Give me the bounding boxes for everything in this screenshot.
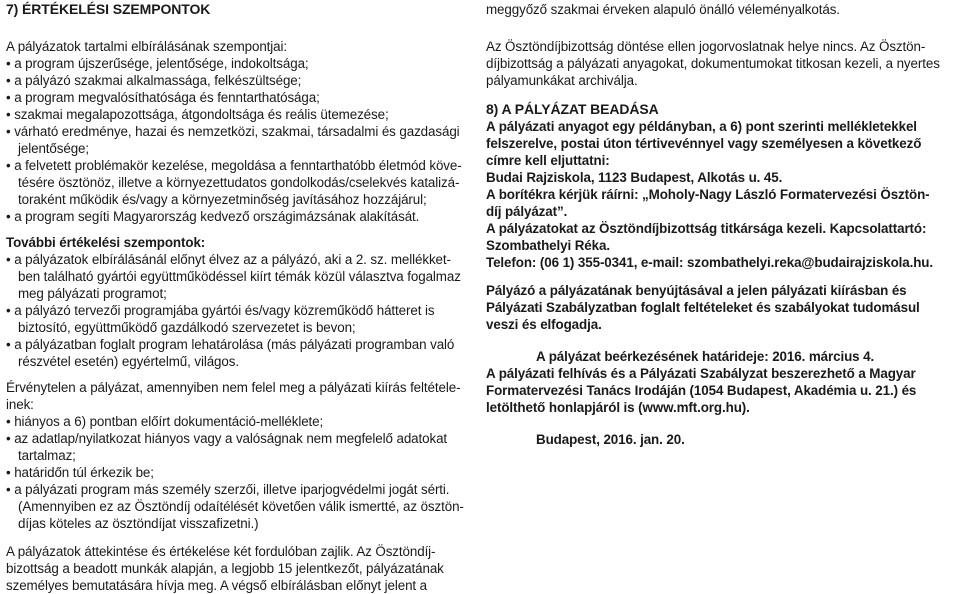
paragraph-line: személyes bemutatására hívja meg. A végső elbírálásban előnyt jelent a	[6, 578, 428, 593]
criteria-intro: A pályázatok tartalmi elbírálásának szempontjai:	[6, 39, 288, 54]
paragraph-line: címre kell eljuttatni:	[486, 153, 610, 168]
list-item: részvétel esetén) egyértelmű, világos.	[18, 354, 239, 369]
list-item: meg pályázati programot;	[18, 286, 167, 301]
document-date: Budapest, 2016. jan. 20.	[536, 432, 685, 447]
paragraph-line: bizottság a beadott munkák alapján, a legjobb 15 jelentkezőt, pályázatának	[6, 561, 444, 576]
list-item: • a pályázó szakmai alkalmassága, felkészültsége;	[6, 73, 302, 88]
paragraph-line: A pályázatokat az Ösztöndíjbizottság titkársága kezeli. Kapcsolattartó:	[486, 221, 927, 236]
list-item: • a program segíti Magyarország kedvező országimázsának alakítását.	[6, 209, 420, 224]
list-item: díjas köteles az ösztöndíjat visszafizetni.)	[18, 516, 259, 531]
paragraph-line: A pályázatok áttekintése és értékelése két fordulóban zajlik. Az Ösztöndíj-	[6, 544, 436, 559]
paragraph-line: felszerelve, postai úton tértivevénnyel vagy személyesen a következő	[486, 136, 922, 151]
list-item: • a felvetett problémakör kezelése, megoldása a fenntarthatóbb életmód köve-	[6, 158, 462, 173]
list-item: • a pályázó tervezői programjába gyártói és/vagy közreműködő hátteret is	[6, 303, 435, 318]
further-criteria-title: További értékelési szempontok:	[6, 235, 206, 250]
paragraph-line: Pályázó a pályázatának benyújtásával a jelen pályázati kiírásban és	[486, 283, 907, 298]
paragraph-line: A pályázati felhívás és a Pályázati Szabályzat beszerezhető a Magyar	[486, 366, 916, 381]
paragraph-line: pályamunkákat archiválja.	[486, 73, 638, 88]
paragraph-line: díjbizottság a pályázati anyagokat, dokumentumokat titkosan kezeli, a nyertes	[486, 56, 940, 71]
list-item: tésére ösztönöz, illetve a környezettudatos gondolkodás/cselekvés katalizá-	[18, 175, 460, 190]
list-item: • szakmai megalapozottsága, átgondoltsága és reális ütemezése;	[6, 107, 389, 122]
list-item: • az adatlap/nyilatkozat hiányos vagy a valóságnak nem megfelelő adatokat	[6, 431, 448, 446]
paragraph-line: Az Ösztöndíjbizottság döntése ellen jogorvoslatnak helye nincs. Az Ösztön-	[486, 39, 926, 54]
list-item: • a pályázatok elbírálásánál előnyt élvez az a pályázó, aki a 2. sz. mellékket-	[6, 252, 451, 267]
deadline-line: A pályázat beérkezésének határideje: 2016. március 4.	[536, 349, 875, 364]
paragraph-line: veszi és elfogadja.	[486, 317, 602, 332]
list-item: toraként működik és/vagy a környezetminőség javításához hozzájárul;	[18, 192, 427, 207]
section-8-heading: 8) A PÁLYÁZAT BEADÁSA	[486, 101, 659, 117]
paragraph-line: A pályázati anyagot egy példányban, a 6) pont szerinti mellékletekkel	[486, 119, 917, 134]
paragraph-line: meggyőző szakmai érveken alapuló önálló véleményalkotás.	[486, 2, 840, 17]
paragraph-line: díj pályázat”.	[486, 204, 568, 219]
contact-phone-email: Telefon: (06 1) 355-0341, e-mail: szombathelyi.reka@budairajziskola.hu.	[486, 255, 934, 270]
paragraph-line: A borítékra kérjük ráírni: „Moholy-Nagy László Formatervezési Ösztön-	[486, 187, 930, 202]
list-item: • a program újszerűsége, jelentősége, indokoltsága;	[6, 56, 309, 71]
list-item: jelentősége;	[18, 141, 90, 156]
paragraph-line: Érvénytelen a pályázat, amennyiben nem felel meg a pályázati kiírás feltétele-	[6, 380, 461, 395]
list-item: (Amennyiben ez az Ösztöndíj odaítélését követően válik ismertté, az ösztön-	[18, 499, 464, 514]
list-item: • határidőn túl érkezik be;	[6, 465, 154, 480]
list-item: • a program megvalósíthatósága és fenntarthatósága;	[6, 90, 320, 105]
list-item: • a pályázati program más személy szerzői, illetve iparjogvédelmi jogát sérti.	[6, 482, 450, 497]
paragraph-line: letölthető honlapjáról is (www.mft.org.hu).	[486, 400, 750, 415]
list-item: • a pályázatban foglalt program lehatárolása (más pályázati programban való	[6, 337, 455, 352]
list-item: ben található gyártói együttműködéssel kiírt témák közül választva fogalmaz	[18, 269, 461, 284]
paragraph-line: Pályázati Szabályzatban foglalt feltételeket és szabályokat tudomásul	[486, 300, 920, 315]
postal-address: Budai Rajziskola, 1123 Budapest, Alkotás u. 45.	[486, 170, 783, 185]
paragraph-line: inek:	[6, 397, 34, 412]
list-item: • hiányos a 6) pontban előírt dokumentáció-melléklete;	[6, 414, 324, 429]
contact-name: Szombathelyi Réka.	[486, 238, 610, 253]
list-item: tartalmaz;	[18, 448, 76, 463]
section-7-heading: 7) ÉRTÉKELÉSI SZEMPONTOK	[6, 1, 211, 17]
list-item: • várható eredménye, hazai és nemzetközi, szakmai, társadalmi és gazdasági	[6, 124, 460, 139]
list-item: biztosító, együttműködő gazdálkodó szervezetet is bevon;	[18, 320, 356, 335]
paragraph-line: Formatervezési Tanács Irodáján (1054 Budapest, Akadémia u. 21.) és	[486, 383, 917, 398]
